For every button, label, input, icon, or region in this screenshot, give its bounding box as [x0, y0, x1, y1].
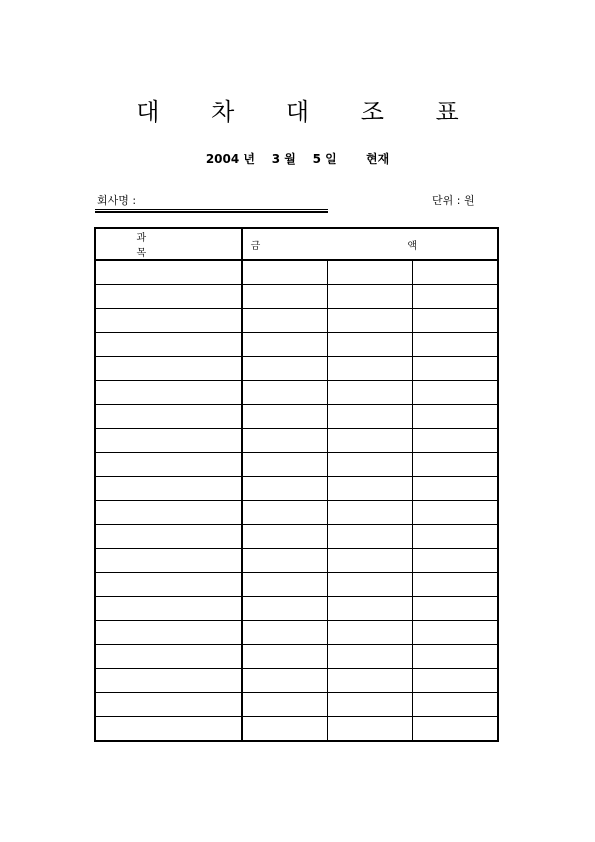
amount-cell[interactable] [327, 597, 412, 621]
amount-cell[interactable] [413, 333, 498, 357]
table-row [95, 285, 498, 309]
balance-sheet-table [94, 227, 499, 742]
amount-cell[interactable] [413, 525, 498, 549]
account-cell[interactable] [95, 309, 242, 333]
date-year: 2004 [205, 152, 240, 166]
date-month: 3 [271, 152, 281, 166]
amount-cell[interactable] [413, 381, 498, 405]
table-row [95, 597, 498, 621]
table-row [95, 669, 498, 693]
account-cell[interactable] [95, 429, 242, 453]
amount-cell[interactable] [413, 309, 498, 333]
date-suffix: 현재 [365, 152, 390, 166]
amount-cell[interactable] [327, 669, 412, 693]
amount-cell[interactable] [327, 333, 412, 357]
amount-cell[interactable] [242, 693, 327, 717]
account-header: 과 목 [95, 228, 242, 260]
amount-cell[interactable] [242, 549, 327, 573]
amount-cell[interactable] [242, 333, 327, 357]
account-cell[interactable] [95, 549, 242, 573]
table-body [95, 260, 498, 741]
amount-cell[interactable] [327, 453, 412, 477]
amount-cell[interactable] [327, 260, 412, 285]
amount-cell[interactable] [327, 573, 412, 597]
account-cell[interactable] [95, 357, 242, 381]
date-month-unit: 월 [284, 152, 296, 166]
account-cell[interactable] [95, 717, 242, 742]
account-cell[interactable] [95, 573, 242, 597]
amount-cell[interactable] [242, 453, 327, 477]
amount-cell[interactable] [413, 669, 498, 693]
amount-cell[interactable] [242, 381, 327, 405]
account-cell[interactable] [95, 501, 242, 525]
table-row [95, 405, 498, 429]
amount-cell[interactable] [327, 645, 412, 669]
amount-cell[interactable] [327, 477, 412, 501]
table-row [95, 621, 498, 645]
account-cell[interactable] [95, 669, 242, 693]
amount-cell[interactable] [413, 597, 498, 621]
account-cell[interactable] [95, 381, 242, 405]
account-cell[interactable] [95, 285, 242, 309]
account-cell[interactable] [95, 477, 242, 501]
amount-cell[interactable] [242, 285, 327, 309]
company-underline [95, 209, 328, 210]
amount-cell[interactable] [327, 405, 412, 429]
table-row [95, 525, 498, 549]
amount-cell[interactable] [327, 381, 412, 405]
amount-cell[interactable] [327, 621, 412, 645]
amount-cell[interactable] [327, 285, 412, 309]
amount-cell[interactable] [413, 645, 498, 669]
amount-cell[interactable] [327, 501, 412, 525]
account-cell[interactable] [95, 260, 242, 285]
amount-cell[interactable] [242, 429, 327, 453]
amount-cell[interactable] [242, 621, 327, 645]
amount-cell[interactable] [242, 405, 327, 429]
amount-cell[interactable] [242, 357, 327, 381]
amount-cell[interactable] [327, 525, 412, 549]
amount-cell[interactable] [413, 693, 498, 717]
table-row [95, 357, 498, 381]
amount-cell[interactable] [327, 549, 412, 573]
amount-cell[interactable] [242, 260, 327, 285]
amount-cell[interactable] [413, 285, 498, 309]
amount-cell[interactable] [242, 309, 327, 333]
report-date [0, 150, 595, 167]
amount-cell[interactable] [413, 429, 498, 453]
table-row [95, 645, 498, 669]
amount-cell[interactable] [242, 501, 327, 525]
amount-cell[interactable] [242, 525, 327, 549]
date-day-unit: 일 [325, 152, 337, 166]
amount-cell[interactable] [413, 501, 498, 525]
account-cell[interactable] [95, 405, 242, 429]
amount-cell[interactable] [242, 717, 327, 742]
table-row [95, 693, 498, 717]
amount-cell[interactable] [242, 597, 327, 621]
amount-cell[interactable] [327, 717, 412, 742]
amount-cell[interactable] [413, 549, 498, 573]
amount-cell[interactable] [413, 573, 498, 597]
amount-cell[interactable] [327, 357, 412, 381]
amount-cell[interactable] [327, 309, 412, 333]
date-year-unit: 년 [243, 152, 256, 166]
table-row [95, 309, 498, 333]
company-name-label: 회사명 : [97, 194, 137, 207]
account-cell[interactable] [95, 597, 242, 621]
amount-cell[interactable] [413, 405, 498, 429]
amount-cell[interactable] [413, 260, 498, 285]
account-cell[interactable] [95, 525, 242, 549]
document-title: 대 차 대 조 표 [136, 98, 481, 126]
account-cell[interactable] [95, 621, 242, 645]
amount-cell[interactable] [242, 477, 327, 501]
amount-cell[interactable] [413, 477, 498, 501]
table-row [95, 453, 498, 477]
amount-cell[interactable] [413, 357, 498, 381]
account-cell[interactable] [95, 333, 242, 357]
table-row [95, 501, 498, 525]
amount-cell[interactable] [242, 573, 327, 597]
table-row [95, 573, 498, 597]
company-underline-thick [95, 211, 328, 213]
account-cell[interactable] [95, 693, 242, 717]
account-cell[interactable] [95, 645, 242, 669]
table-row [95, 477, 498, 501]
amount-cell[interactable] [413, 717, 498, 742]
table-row [95, 429, 498, 453]
amount-cell[interactable] [327, 429, 412, 453]
date-day: 5 [312, 152, 321, 166]
account-cell[interactable] [95, 453, 242, 477]
amount-cell[interactable] [413, 621, 498, 645]
table-row [95, 717, 498, 742]
table-row [95, 549, 498, 573]
table-row [95, 333, 498, 357]
amount-cell[interactable] [413, 453, 498, 477]
currency-unit-label: 단위 : 원 [432, 194, 475, 207]
amount-cell[interactable] [327, 693, 412, 717]
table-header-row [95, 228, 498, 260]
amount-cell[interactable] [242, 669, 327, 693]
table-row [95, 381, 498, 405]
table-row [95, 260, 498, 285]
amount-header: 금 액 [242, 228, 498, 260]
amount-cell[interactable] [242, 645, 327, 669]
